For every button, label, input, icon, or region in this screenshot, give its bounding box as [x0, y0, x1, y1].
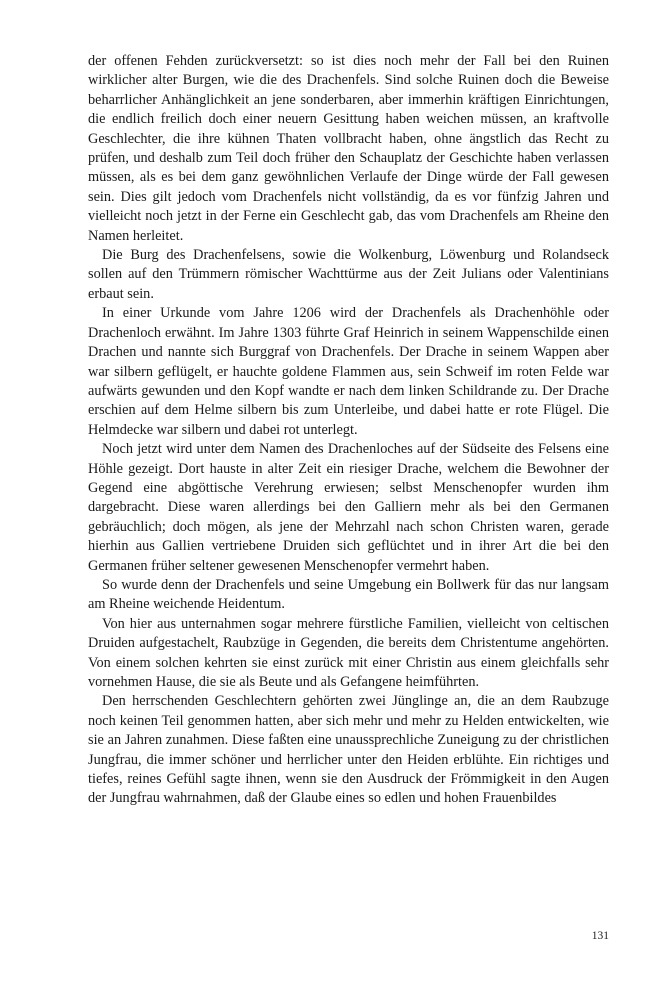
paragraph-3: In einer Urkunde vom Jahre 1206 wird der Drachenfels als Drachenhöhle oder Drachenloch erwähnt. Im Jahre 1303 führte Graf Heinrich in seinem Wappenschilde einen Drachen und nannte sich Burggraf von Drachenfels. Der Drache in seinem Wappen aber war silbern geflügelt, er hauchte goldene Flammen aus, sein Schweif im roten Felde war aufwärts gewunden und den Kopf wandte er nach dem linken Schildrande zu. Der Drache erschien auf dem Helme silbern bis zum Unterleibe, und dabei hatte er rote Flügel. Die Helmdecke war silbern und dabei rot unterlegt.: [88, 305, 609, 438]
paragraph-2: Die Burg des Drachenfelsens, sowie die Wolkenburg, Löwenburg und Rolandseck sollen auf den Trümmern römischer Wachttürme aus der Zeit Julians oder Valentinians erbaut sein.: [88, 247, 609, 302]
paragraph-6: Von hier aus unternahmen sogar mehrere fürstliche Familien, vielleicht von celtischen Druiden aufgestachelt, Raubzüge in Gegenden, die bereits dem Christentume angehörten. Von einem solchen kehrten sie einst zurück mit einer Christin aus einem gleichfalls sehr vornehmen Hause, die sie als Beute und als Gefangene heimführten.: [88, 615, 609, 690]
paragraph-7: Den herrschenden Geschlechtern gehörten zwei Jünglinge an, die an dem Raubzuge noch keinen Teil genommen hatten, aber sich mehr und mehr zu Helden entwickelten, wie sie an Jahren zunahmen. Diese faßten eine unaussprechliche Zuneigung zu der christlichen Jungfrau, die immer schöner und herrlicher unter den Heiden erblühte. Ein richtiges und tiefes, reines Gefühl sagte ihnen, wenn sie den Ausdruck der Frömmigkeit in den Augen der Jungfrau wahrnahmen, daß der Glaube eines so edlen und hohen Frauenbildes: [88, 693, 609, 807]
paragraph-4: Noch jetzt wird unter dem Namen des Drachenloches auf der Südseite des Felsens eine Höhle gezeigt. Dort hauste in alter Zeit ein riesiger Drache, welchem die Bewohner der Gegend eine abgöttische Verehrung erwiesen; selbst Menschenopfer wurden ihm dargebracht. Diese waren allerdings bei den Galliern mehr als bei den Germanen gebräuchlich; doch mögen, als jene der Mehrzahl nach schon Christen waren, gerade hierhin aus Gallien vertriebene Druiden sich geflüchtet und in ihrer Art die bei den Germanen früher seltener gewesenen Menschenopfer vermehrt haben.: [88, 441, 609, 574]
body-text: [88, 52, 609, 809]
paragraph-1: der offenen Fehden zurückversetzt: so ist dies noch mehr der Fall bei den Ruinen wirklicher alter Burgen, wie die des Drachenfels. Sind solche Ruinen doch die Beweise beharrlicher Anhänglichkeit an jene sonderbaren, aber immerhin kräftigen Einrichtungen, die endlich freilich doch einer neuern Gesittung haben weichen müssen, an kraftvolle Geschlechter, die ihre kühnen Thaten vollbracht haben, ohne ängstlich das Recht zu prüfen, und deshalb zum Teil doch früher den Schauplatz der Geschichte haben verlassen müssen, als es bei dem ganz gewöhnlichen Verlaufe der Dinge würde der Fall gewesen sein. Dies gilt jedoch vom Drachenfels nicht vollständig, da es vor fünfzig Jahren und vielleicht noch jetzt in der Ferne ein Geschlecht gab, das vom Drachenfels am Rheine den Namen herleitet.: [88, 53, 609, 244]
paragraph-5: So wurde denn der Drachenfels und seine Umgebung ein Bollwerk für das nur langsam am Rheine weichende Heidentum.: [88, 576, 609, 613]
page-number: 131: [591, 930, 609, 942]
